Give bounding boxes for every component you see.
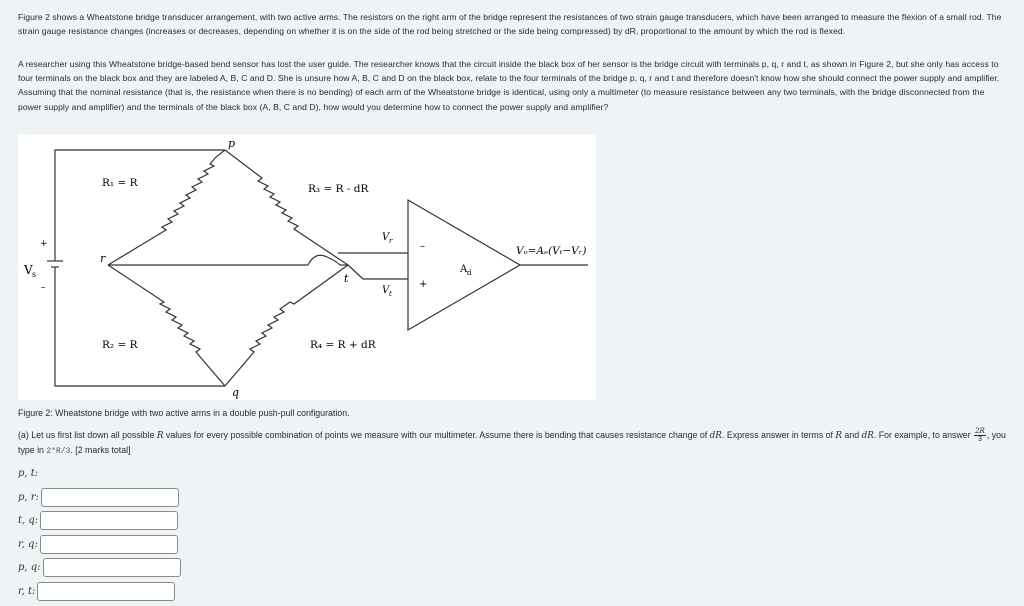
resistor-r2	[108, 265, 225, 386]
vt-subscript: t	[389, 290, 392, 298]
supply-wire-top	[55, 150, 225, 244]
answer-row-rq	[18, 534, 178, 554]
answer-input-tq[interactable]	[40, 511, 178, 530]
vs-label: V	[24, 263, 33, 277]
answer-label-pq: p, q:	[18, 561, 41, 573]
amp-plus-sign: +	[419, 279, 428, 290]
answer-label-rq: r, q:	[18, 538, 38, 550]
amp-gain-label: A	[460, 264, 468, 275]
r3-label: R₃ = R - dR	[308, 183, 369, 195]
answer-row-rt	[18, 581, 175, 601]
output-formula: Vₒ=Aₑ(Vₜ−Vᵣ)	[516, 245, 587, 257]
circuit-diagram	[18, 134, 596, 400]
node-r-label: r	[100, 252, 106, 265]
answer-row-pq	[18, 557, 181, 577]
answer-label-rt: r, t:	[18, 585, 36, 597]
vt-label: V	[382, 285, 390, 296]
answer-row-pr	[18, 487, 179, 507]
node-p-label: p	[228, 137, 236, 150]
r4-label: R₄ = R + dR	[310, 339, 376, 351]
vr-label: V	[382, 232, 390, 243]
example-fraction: $\frac{2R}{3}$	[975, 427, 985, 444]
answer-label-pr: p, r:	[18, 491, 39, 503]
answer-input-pq[interactable]	[43, 558, 181, 577]
answer-label-pt: p, t:	[18, 467, 39, 479]
r1-label: R₁ = R	[102, 177, 138, 189]
node-q-label: q	[232, 386, 240, 399]
vs-subscript: s	[32, 270, 37, 279]
answer-row-tq	[18, 510, 178, 530]
intro-paragraph-1: Figure 2 shows a Wheatstone bridge transducer arrangement, with two active arms. The resistors on the right arm of the bridge represent the resistances of two strain gauge transducers, which have been arranged to measure the flexion of a small rod. The strain gauge resistance changes (increases or decreases, depending on whether it is on the side of the rod being stretched or the side being compressed) by dR, proportional to the amount by which the rod is flexed.	[18, 12, 1002, 37]
vs-minus-sign: –	[41, 283, 46, 293]
answer-input-pr[interactable]	[41, 488, 179, 507]
answer-label-tq: t, q:	[18, 514, 39, 526]
answer-row-pt	[18, 463, 44, 483]
answer-input-pt[interactable]	[38, 464, 44, 483]
vs-plus-sign: +	[40, 239, 48, 249]
resistor-r3	[225, 150, 348, 265]
vr-subscript: r	[389, 237, 393, 245]
resistor-r1	[108, 150, 225, 265]
figure-caption: Figure 2: Wheatstone bridge with two active arms in a double push-pull configuration.	[18, 408, 350, 418]
answer-input-rt[interactable]	[37, 582, 175, 601]
wheatstone-figure	[18, 134, 596, 400]
amp-minus-sign: –	[420, 241, 425, 252]
code-example: 2*R/3	[46, 447, 71, 457]
r2-label: R₂ = R	[102, 339, 138, 351]
resistor-r4	[225, 265, 348, 386]
wire-to-amp-plus	[348, 265, 408, 279]
question-part-a: (a) Let us first list down all possible R values for every possible combination of points we measure with our multimeter. Assume there is bending that causes resistance change of dR. Express answer in terms of R and dR. For example, to answer $\frac{2R}{3}$ , you type in 2*R/3. [2 marks total]	[18, 427, 1006, 457]
node-t-label: t	[344, 272, 349, 285]
intro-paragraph-2: A researcher using this Wheatstone bridge-based bend sensor has lost the user guide. The researcher knows that the circuit inside the black box of her sensor is the bridge circuit with terminals p, q, r and t, as shown in Figure 2, but she only has access to four terminals on the black box and they are labeled A, B, C and D. She is unsure how A, B, C and D on the black box, relate to the four terminals of the bridge p, q, r and t and therefore doesn't know how she should connect the power supply and amplifier. Assuming that the nominal resistance (that is, the resistance when there is no bending) of each arm of the Wheatstone bridge is identical, using only a multimeter (to measure resistance between any two terminals, with the bridge disconnected from the power supply and amplifier) and the terminals of the black box (A, B, C and D), how would you determine how to connect the power supply and amplifier?	[18, 59, 1000, 112]
answer-input-rq[interactable]	[40, 535, 178, 554]
amp-gain-subscript: d	[467, 269, 472, 277]
supply-wire-bottom	[55, 274, 225, 386]
